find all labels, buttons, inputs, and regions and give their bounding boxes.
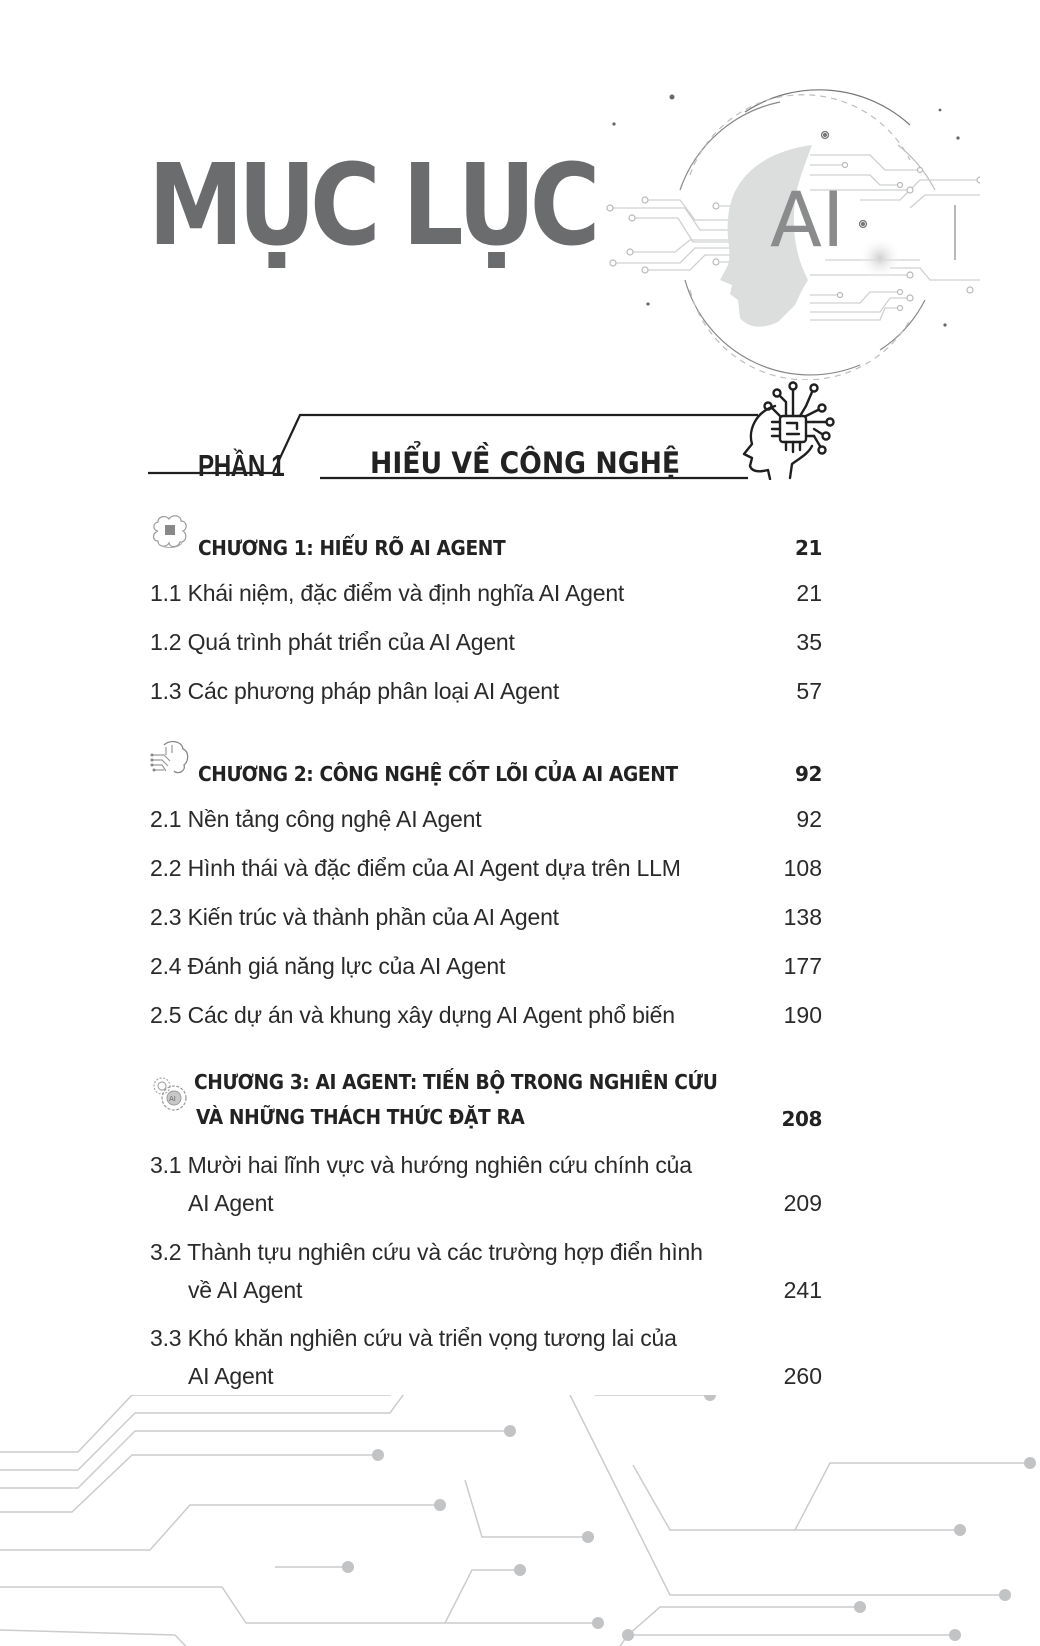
gear-ai-icon [150, 1072, 190, 1116]
ai-badge-text: AI [770, 175, 845, 264]
section-label-line-1: 3.2 Thành tựu nghiên cứu và các trường hợp điển hình [150, 1239, 703, 1265]
section-label-line-1: 3.3 Khó khăn nghiên cứu và triển vọng tương lai của [150, 1325, 677, 1351]
section-page: 108 [783, 855, 822, 881]
chapter-title-line-2: VÀ NHỮNG THÁCH THỨC ĐẶT RA [196, 1105, 525, 1129]
section-page: 241 [783, 1277, 822, 1303]
section-label: 2.2 Hình thái và đặc điểm của AI Agent dựa trên LLM [150, 855, 681, 881]
toc-chapter-1[interactable] [150, 533, 822, 567]
toc-chapter-2[interactable] [150, 759, 822, 793]
toc-section-2-3[interactable] [150, 904, 822, 938]
chapter-page: 92 [794, 762, 822, 786]
section-label: 1.3 Các phương pháp phân loại AI Agent [150, 678, 560, 704]
section-page: 138 [783, 904, 822, 930]
svg-text:AI: AI [169, 1095, 176, 1103]
brain-chip-icon [150, 513, 190, 557]
chapter-page: 21 [794, 536, 822, 560]
part-label: PHẦN 1 [198, 448, 285, 483]
toc-section-3-1[interactable] [150, 1152, 822, 1228]
section-page: 35 [796, 629, 822, 655]
section-label-line-1: 3.1 Mười hai lĩnh vực và hướng nghiên cứu chính của [150, 1152, 692, 1178]
section-page: 21 [796, 580, 822, 606]
toc-section-1-1[interactable] [150, 580, 822, 614]
section-label: 1.1 Khái niệm, đặc điểm và định nghĩa AI Agent [150, 580, 625, 606]
toc-section-2-1[interactable] [150, 806, 822, 840]
section-page: 190 [783, 1002, 822, 1028]
chapter-title: CHƯƠNG 2: CÔNG NGHỆ CỐT LÕI CỦA AI AGENT [198, 762, 678, 786]
toc-section-2-4[interactable] [150, 953, 822, 987]
part-title: HIỂU VỀ CÔNG NGHỆ [370, 446, 681, 480]
toc-section-1-2[interactable] [150, 629, 822, 663]
section-label: 2.5 Các dự án và khung xây dựng AI Agent phổ biến [150, 1002, 675, 1028]
toc-section-1-3[interactable] [150, 678, 822, 712]
section-page: 92 [796, 806, 822, 832]
circuit-decoration [0, 1395, 1040, 1646]
section-page: 57 [796, 678, 822, 704]
toc-section-2-5[interactable] [150, 1002, 822, 1036]
section-label-line-2: về AI Agent [188, 1277, 303, 1303]
toc-section-2-2[interactable] [150, 855, 822, 889]
chapter-page: 208 [781, 1107, 822, 1131]
section-page: 260 [783, 1363, 822, 1389]
section-label: 2.1 Nền tảng công nghệ AI Agent [150, 806, 482, 832]
section-label: 1.2 Quá trình phát triển của AI Agent [150, 629, 515, 655]
section-page: 177 [783, 953, 822, 979]
chapter-title: CHƯƠNG 1: HIỂU RÕ AI AGENT [198, 536, 506, 560]
toc-chapter-3[interactable] [150, 1070, 822, 1140]
page-title: MỤC LỤC [148, 141, 595, 271]
section-label: 2.4 Đánh giá năng lực của AI Agent [150, 953, 506, 979]
chapter-title-line-1: CHƯƠNG 3: AI AGENT: TIẾN BỘ TRONG NGHIÊN CỨU [194, 1070, 718, 1094]
section-label: 2.3 Kiến trúc và thành phần của AI Agent [150, 904, 559, 930]
toc-section-3-2[interactable] [150, 1239, 822, 1315]
toc-section-3-3[interactable] [150, 1325, 822, 1401]
section-label-line-2: AI Agent [188, 1363, 274, 1389]
section-page: 209 [783, 1190, 822, 1216]
section-label-line-2: AI Agent [188, 1190, 274, 1216]
brain-circuit-icon [150, 739, 190, 783]
